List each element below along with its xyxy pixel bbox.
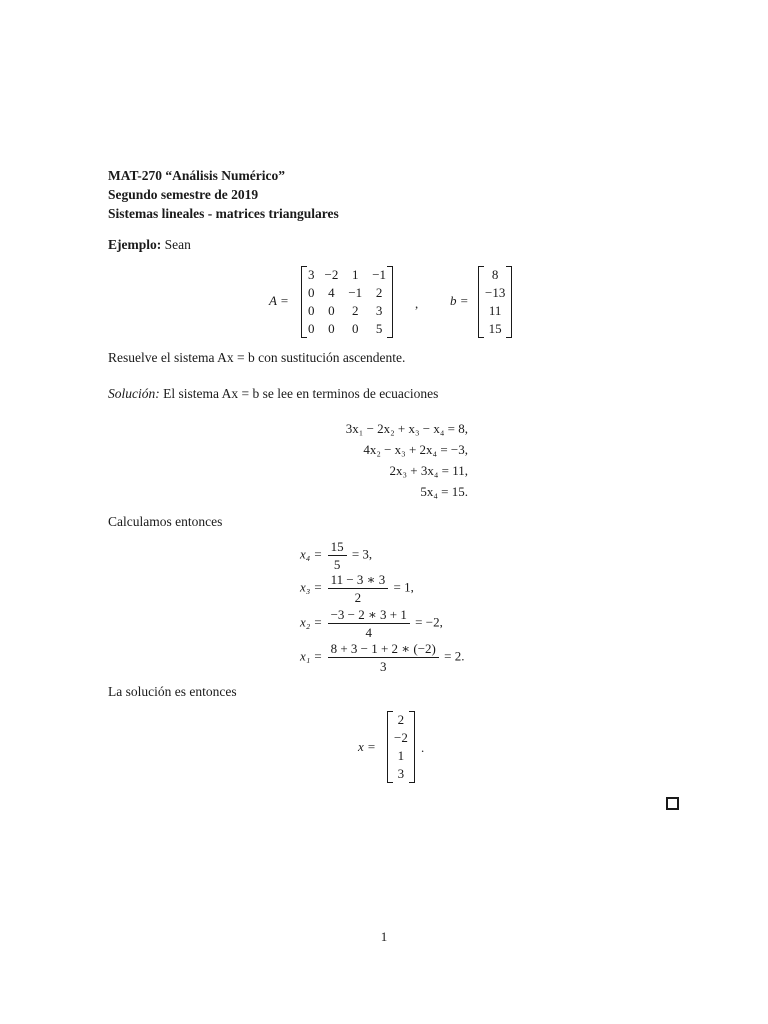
course-title: MAT-270 “Análisis Numérico” — [108, 168, 285, 183]
matrix-a-cell: 0 — [308, 285, 315, 300]
equation-2: 4x₂ − x₃ + 2x₄ = −3, — [363, 442, 468, 457]
matrix-a-row — [303, 320, 391, 338]
calc-row-x3: x₃ = $\frac{11 - 3 ∗ 3}{2}$ = 1, — [300, 572, 414, 605]
calc-row-x2: x₂ = $\frac{-3 - 2 ∗ 3 + 1}{4}$ = −2, — [300, 607, 443, 640]
calc-row-x1: x₁ = $\frac{8 + 3 - 1 + 2 ∗ (-2)}{3}$ = 2. — [300, 641, 465, 674]
calc-x4-numerator: 15 — [328, 539, 347, 556]
example-text: Sean — [164, 237, 191, 252]
vector-b-cell: 11 — [488, 303, 502, 318]
calc-x1-numerator: 8 + 3 − 1 + 2 ∗ (−2) — [328, 641, 439, 658]
matrix-a-cell: 0 — [328, 321, 335, 336]
matrix-a-cell: 2 — [352, 303, 359, 318]
matrix-a-row — [303, 266, 391, 284]
equation-system — [346, 418, 468, 502]
vector-b-name: b = — [450, 293, 469, 308]
matrix-a-name: A = — [269, 293, 289, 308]
vector-b-cell: 8 — [491, 267, 499, 282]
document-header — [108, 166, 339, 223]
calc-x3-numerator: 11 − 3 ∗ 3 — [328, 572, 389, 589]
matrix-a-cell: 0 — [352, 321, 359, 336]
calc-x2-denominator: 4 — [365, 625, 372, 640]
matrix-a-cell: 0 — [308, 303, 315, 318]
matrix-a-cell: 1 — [352, 267, 359, 282]
solution-text: El sistema Ax = b se lee en terminos de ecuaciones — [163, 386, 439, 401]
result-intro: La solución es entonces — [108, 684, 237, 699]
equation-1: 3x₁ − 2x₂ + x₃ − x₄ = 8, — [345, 421, 468, 436]
topic-title: Sistemas lineales - matrices triangulares — [108, 206, 339, 221]
matrix-a — [303, 266, 391, 343]
solution-intro — [108, 386, 438, 402]
matrix-a-cell: 0 — [308, 321, 315, 336]
equation-4: 5x₄ = 15. — [420, 484, 468, 499]
calc-row-x4: x₄ = $\frac{15}{5}$ = 3, — [300, 539, 373, 572]
matrix-a-cell: 3 — [375, 303, 383, 318]
calc-x2-numerator: −3 − 2 ∗ 3 + 1 — [328, 607, 410, 624]
matrix-a-cell: 4 — [328, 285, 335, 300]
example-label: Ejemplo: — [108, 237, 162, 252]
vector-b-cell: 15 — [488, 321, 502, 336]
calc-intro: Calculamos entonces — [108, 514, 223, 529]
matrix-a-cell: 5 — [375, 321, 383, 336]
matrix-a-cell: 3 — [308, 267, 315, 282]
vector-x-cell: 3 — [397, 766, 405, 781]
matrix-a-table — [303, 266, 391, 338]
vector-x — [389, 711, 413, 788]
page-number: 1 — [380, 929, 388, 944]
matrix-a-cell: 2 — [375, 285, 383, 300]
example-line — [108, 237, 191, 253]
vector-x-name: x = — [358, 739, 376, 754]
qed-square-icon — [666, 797, 679, 810]
vector-x-period: . — [421, 740, 425, 755]
matrix-a-row — [303, 302, 391, 320]
equation-3: 2x₃ + 3x₄ = 11, — [389, 463, 468, 478]
matrix-a-cell: −2 — [324, 267, 339, 282]
vector-x-cell: 2 — [397, 712, 405, 727]
vector-b-cell: −13 — [485, 285, 506, 300]
vector-b — [480, 266, 510, 343]
matrix-a-cell: 0 — [328, 303, 335, 318]
solution-label: Solución: — [108, 386, 160, 401]
semester: Segundo semestre de 2019 — [108, 187, 259, 202]
vector-x-cell: 1 — [397, 748, 405, 763]
matrix-a-cell: −1 — [348, 285, 363, 300]
calc-x4-denominator: 5 — [333, 557, 341, 572]
matrix-a-comma: , — [415, 296, 419, 311]
calc-x3-denominator: 2 — [354, 590, 362, 605]
task-statement: Resuelve el sistema Ax = b con sustitución ascendente. — [108, 350, 406, 365]
vector-x-cell: −2 — [394, 730, 408, 745]
matrix-a-row — [303, 284, 391, 302]
calc-x1-denominator: 3 — [379, 659, 387, 674]
matrix-a-cell: −1 — [372, 267, 387, 282]
